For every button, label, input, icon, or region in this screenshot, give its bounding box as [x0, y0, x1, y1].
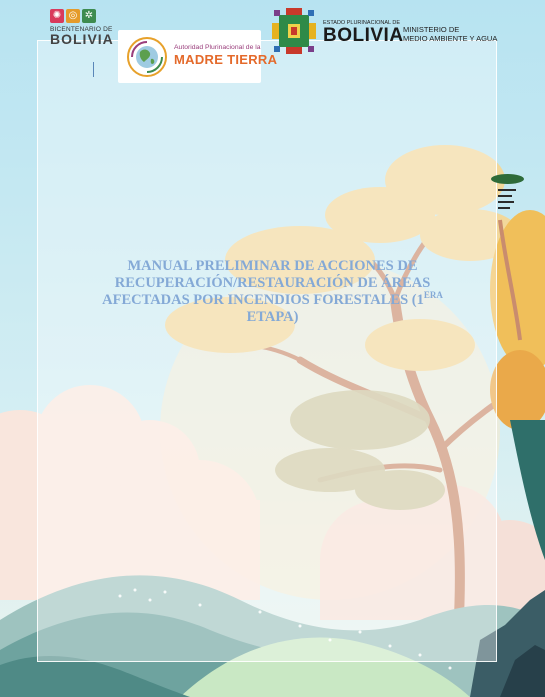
bicentenario-logo [50, 9, 114, 53]
title-line-2: RECUPERACIÓN/RESTAURACIÓN DE ÁREAS [114, 275, 431, 291]
country-name: BOLIVIA [323, 25, 404, 46]
side-text-line [498, 195, 512, 197]
title-line-1: MANUAL PRELIMINAR DE ACCIONES DE [127, 258, 418, 274]
madre-tierra-subtitle: Autoridad Plurinacional de la [174, 44, 261, 51]
sun-symbol-icon: ✺ [50, 9, 64, 23]
madre-tierra-logo [118, 30, 278, 83]
side-text-line [498, 189, 516, 191]
text-cursor [93, 62, 94, 77]
bicentenario-country: BOLIVIA [50, 31, 114, 47]
star-symbol-icon: ✲ [82, 9, 96, 23]
title-superscript: ERA [423, 290, 443, 301]
estado-label: ESTADO PLURINACIONAL DE [323, 20, 401, 26]
earth-globe-icon [124, 35, 170, 79]
chakana-emblem-icon [270, 6, 318, 56]
spiral-symbol-icon: ◎ [66, 9, 80, 23]
side-text-line [498, 201, 514, 203]
document-title [80, 258, 465, 326]
side-text-line [498, 207, 510, 209]
title-line-3-text: AFECTADAS POR INCENDIOS FORESTALES (1 [102, 292, 424, 308]
ministry-line-1: MINISTERIO DE [403, 25, 460, 34]
bicentenario-label: BICENTENARIO DE [50, 26, 113, 33]
madre-tierra-title: MADRE TIERRA [174, 52, 278, 67]
title-line-4: ETAPA) [246, 309, 299, 325]
bicentenario-symbols [50, 9, 114, 23]
side-badge-icon [491, 174, 524, 184]
title-panel [37, 40, 497, 662]
ministry-line-2: MEDIO AMBIENTE Y AGUA [403, 33, 498, 43]
title-line-3 [80, 292, 465, 309]
ministry-name [403, 26, 497, 43]
government-logo [270, 6, 500, 58]
